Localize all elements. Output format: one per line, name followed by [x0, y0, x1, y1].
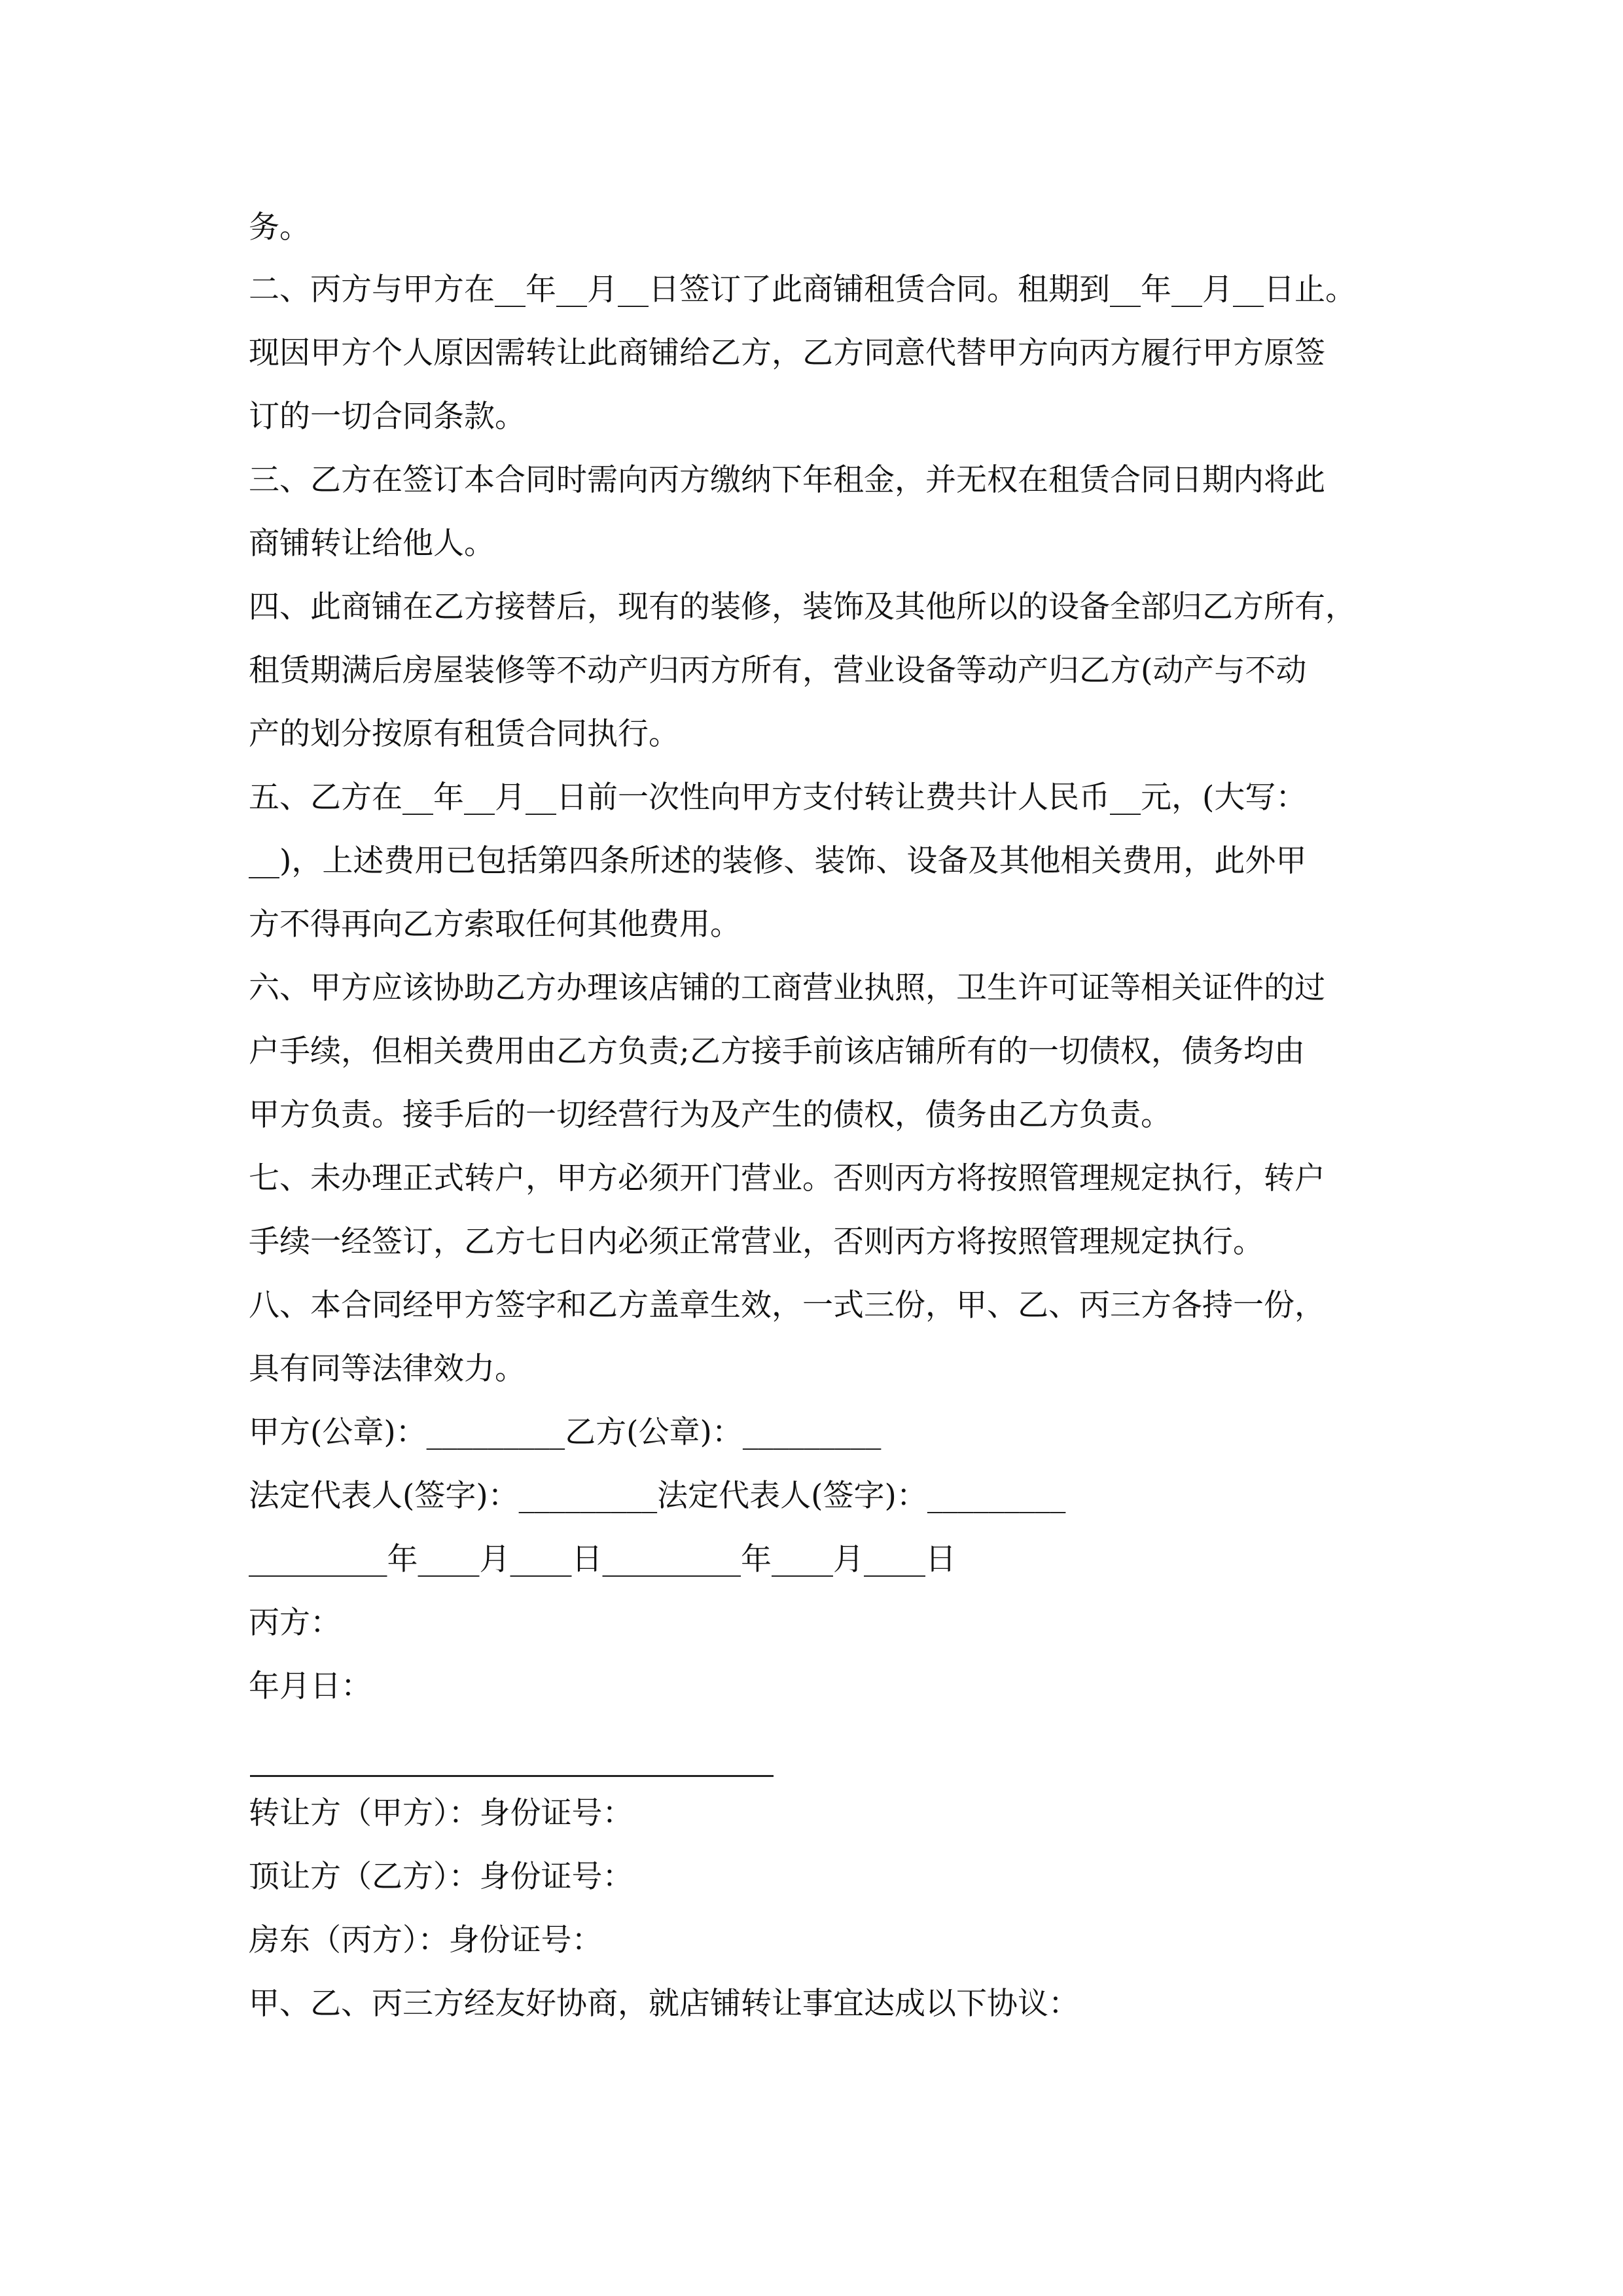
landlord-id-line: 房东（丙方）：身份证号： — [249, 1922, 603, 1958]
transferee-id-line: 顶让方（乙方）：身份证号： — [249, 1859, 633, 1895]
text-line: 三、乙方在签订本合同时需向丙方缴纳下年租金，并无权在租赁合同日期内将此 — [249, 462, 1325, 498]
text-line: 八、本合同经甲方签字和乙方盖章生效，一式三份，甲、乙、丙三方各持一份， — [249, 1287, 1325, 1323]
text-line: 七、未办理正式转户，甲方必须开门营业。否则丙方将按照管理规定执行，转户 — [249, 1160, 1325, 1196]
text-line: 户手续，但相关费用由乙方负责;乙方接手前该店铺所有的一切债权，债务均由 — [249, 1033, 1305, 1069]
text-line: 商铺转让给他人。 — [249, 526, 495, 562]
text-line: 甲方负责。接手后的一切经营行为及产生的债权，债务由乙方负责。 — [249, 1097, 1171, 1133]
text-line: 手续一经签订，乙方七日内必须正常营业，否则丙方将按照管理规定执行。 — [249, 1224, 1264, 1260]
agreement-intro-line: 甲、乙、丙三方经友好协商，就店铺转让事宜达成以下协议： — [249, 1986, 1079, 2022]
text-line: 二、丙方与甲方在__年__月__日签订了此商铺租赁合同。租期到__年__月__日止。 — [249, 272, 1356, 308]
text-line: 六、甲方应该协助乙方办理该店铺的工商营业执照，卫生许可证等相关证件的过 — [249, 970, 1325, 1006]
section-divider — [250, 1775, 774, 1777]
signature-row-dates: _________年____月____日_________年____月____日 — [249, 1541, 956, 1577]
text-line: 产的划分按原有租赁合同执行。 — [249, 716, 679, 752]
text-line: 现因甲方个人原因需转让此商铺给乙方，乙方同意代替甲方向丙方履行甲方原签 — [249, 335, 1325, 371]
transferor-id-line: 转让方（甲方）：身份证号： — [249, 1795, 633, 1831]
text-line: 订的一切合同条款。 — [249, 399, 526, 435]
signature-row-party-a-b: 甲方(公章)：_________乙方(公章)：_________ — [249, 1414, 882, 1450]
signature-row-date: 年月日： — [249, 1668, 372, 1704]
text-line: 具有同等法律效力。 — [249, 1351, 526, 1387]
text-line: 五、乙方在__年__月__日前一次性向甲方支付转让费共计人民币__元，(大写： — [249, 780, 1307, 816]
text-line: 租赁期满后房屋装修等不动产归丙方所有，营业设备等动产归乙方(动产与不动 — [249, 653, 1307, 689]
text-line: __)，上述费用已包括第四条所述的装修、装饰、设备及其他相关费用，此外甲 — [249, 843, 1307, 879]
text-line: 方不得再向乙方索取任何其他费用。 — [249, 906, 741, 942]
text-line: 四、此商铺在乙方接替后，现有的装修，装饰及其他所以的设备全部归乙方所有， — [249, 589, 1356, 625]
signature-row-representatives: 法定代表人(签字)：_________法定代表人(签字)：_________ — [249, 1478, 1066, 1514]
text-line: 务。 — [249, 209, 310, 245]
signature-row-party-c: 丙方： — [249, 1605, 341, 1641]
